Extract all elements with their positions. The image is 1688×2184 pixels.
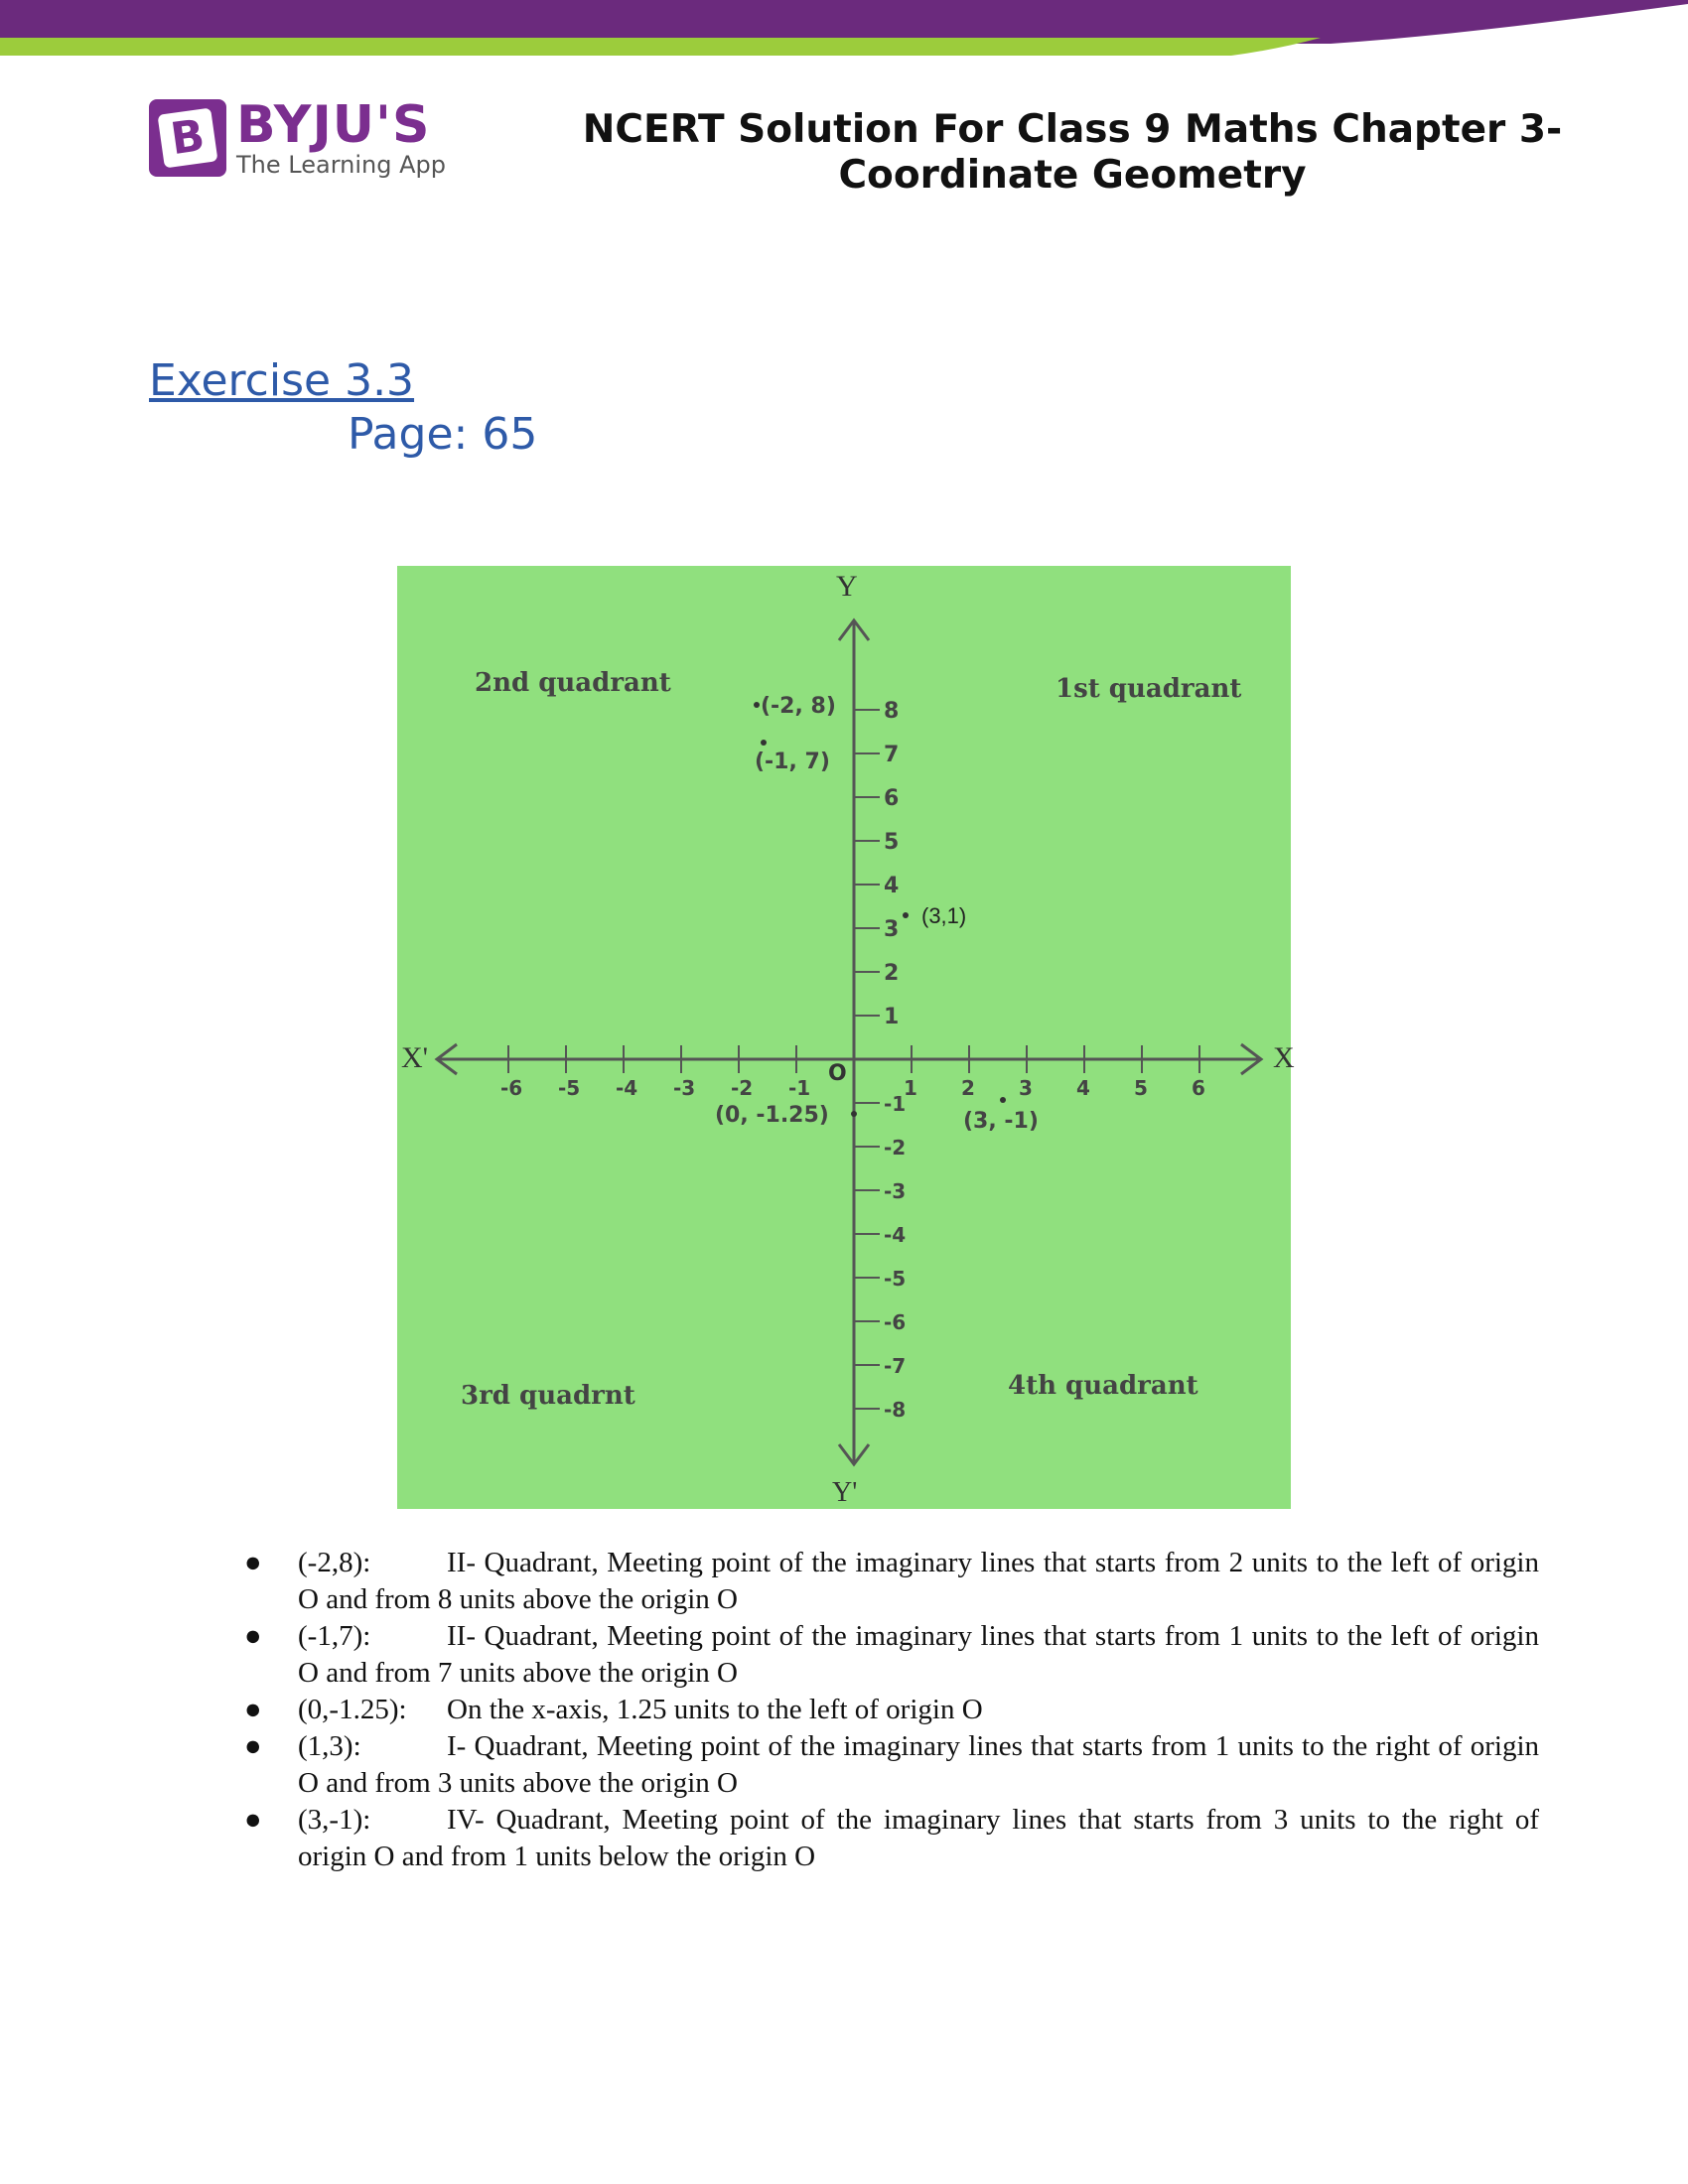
point-label: (3, -1) <box>963 1109 1039 1134</box>
title-line-1: NCERT Solution For Class 9 Maths Chapter 3- <box>582 107 1563 152</box>
explanation-text: II- Quadrant, Meeting point of the imaginary lines that starts from 1 units to the left of origin O and from 7 units above the origin O <box>298 1620 1539 1689</box>
x-tick-label: 1 <box>904 1076 917 1100</box>
x-axis-label: X <box>1273 1041 1295 1074</box>
y-tick-label: 5 <box>884 830 900 855</box>
x-tick-label: 2 <box>961 1076 975 1100</box>
top-purple-band <box>0 0 1688 44</box>
title-line-2: Coordinate Geometry <box>838 153 1307 198</box>
point-label: (0, -1.25) <box>715 1103 829 1128</box>
x-tick-label: -5 <box>558 1076 581 1100</box>
y-tick-label: -8 <box>884 1398 907 1422</box>
explanation-text: On the x-axis, 1.25 units to the left of origin O <box>447 1694 983 1725</box>
explanation-text: I- Quadrant, Meeting point of the imaginary lines that starts from 1 units to the right of origin O and from 3 units above the origin O <box>298 1730 1539 1799</box>
coordinate-label: (-2,8): <box>298 1547 371 1578</box>
y-tick-label: -3 <box>884 1179 907 1203</box>
point-marker <box>1000 1097 1006 1103</box>
coordinate-label: (-1,7): <box>298 1620 371 1652</box>
x-neg-axis-label: X' <box>401 1041 429 1074</box>
list-item <box>238 1618 1539 1692</box>
coordinate-label: (1,3): <box>298 1730 361 1762</box>
point-label: (-2, 8) <box>761 694 836 719</box>
x-tick-label: -2 <box>731 1076 754 1100</box>
logo-mark <box>149 99 226 177</box>
list-item <box>238 1802 1539 1875</box>
figure-background <box>397 566 1291 1509</box>
list-item <box>238 1692 1539 1728</box>
coordinate-plane-figure <box>397 566 1295 1509</box>
y-tick-label: 8 <box>884 699 900 724</box>
document-title <box>556 107 1589 199</box>
explanation-text: II- Quadrant, Meeting point of the imaginary lines that starts from 2 units to the left of origin O and from 8 units above the origin O <box>298 1547 1539 1615</box>
quadrant-4-label: 4th quadrant <box>1008 1371 1198 1401</box>
point-marker <box>903 912 909 918</box>
y-tick-label: 6 <box>884 786 900 811</box>
point-label: (-1, 7) <box>755 750 830 774</box>
y-tick-label: -5 <box>884 1267 907 1291</box>
list-item <box>238 1728 1539 1802</box>
y-axis-label: Y <box>836 570 858 603</box>
coordinate-label: (3,-1): <box>298 1804 371 1836</box>
y-tick-label: 1 <box>884 1005 900 1029</box>
point-marker <box>761 740 767 746</box>
y-tick-label: 2 <box>884 961 900 986</box>
brand-name: BYJU'S <box>236 95 431 155</box>
byjus-logo <box>149 95 447 181</box>
x-tick-label: 4 <box>1076 1076 1090 1100</box>
y-tick-label: -7 <box>884 1354 907 1378</box>
top-decorative-bar <box>0 0 1688 60</box>
y-tick-label: 3 <box>884 917 900 942</box>
x-tick-label: 3 <box>1019 1076 1033 1100</box>
y-tick-label: -6 <box>884 1310 907 1334</box>
quadrant-explanation-list <box>238 1545 1539 1875</box>
y-tick-label: -2 <box>884 1136 907 1160</box>
x-tick-label: -6 <box>500 1076 523 1100</box>
quadrant-1-label: 1st quadrant <box>1055 674 1242 704</box>
quadrant-2-label: 2nd quadrant <box>475 668 671 698</box>
brand-tagline: The Learning App <box>236 151 446 179</box>
y-tick-label: -4 <box>884 1223 907 1247</box>
bullet-icon: ● <box>244 1694 262 1725</box>
logo-letter: B <box>158 108 218 169</box>
bullet-icon: ● <box>244 1730 262 1762</box>
x-tick-label: 6 <box>1192 1076 1205 1100</box>
bullet-icon: ● <box>244 1804 262 1836</box>
origin-label: O <box>828 1061 847 1086</box>
y-tick-label: 4 <box>884 874 900 898</box>
bullet-icon: ● <box>244 1547 262 1578</box>
y-tick-label: 7 <box>884 743 900 767</box>
y-neg-axis-label: Y' <box>832 1477 858 1508</box>
coordinate-label: (0,-1.25): <box>298 1694 407 1725</box>
x-tick-label: -3 <box>673 1076 696 1100</box>
x-tick-label: -4 <box>616 1076 638 1100</box>
top-green-band <box>0 38 1321 56</box>
list-item <box>238 1545 1539 1618</box>
point-label: (3,1) <box>921 903 967 928</box>
y-tick-label: -1 <box>884 1092 907 1116</box>
explanation-text: IV- Quadrant, Meeting point of the imaginary lines that starts from 3 units to the right of origin O and from 1 units below the origin O <box>298 1804 1539 1872</box>
page-reference: Page: 65 <box>348 409 538 460</box>
x-tick-label: 5 <box>1134 1076 1148 1100</box>
x-tick-label: -1 <box>788 1076 811 1100</box>
point-marker <box>754 702 760 708</box>
bullet-icon: ● <box>244 1620 262 1652</box>
point-marker <box>851 1111 857 1117</box>
quadrant-3-label: 3rd quadrnt <box>461 1381 635 1411</box>
exercise-heading: Exercise 3.3 <box>149 355 415 406</box>
